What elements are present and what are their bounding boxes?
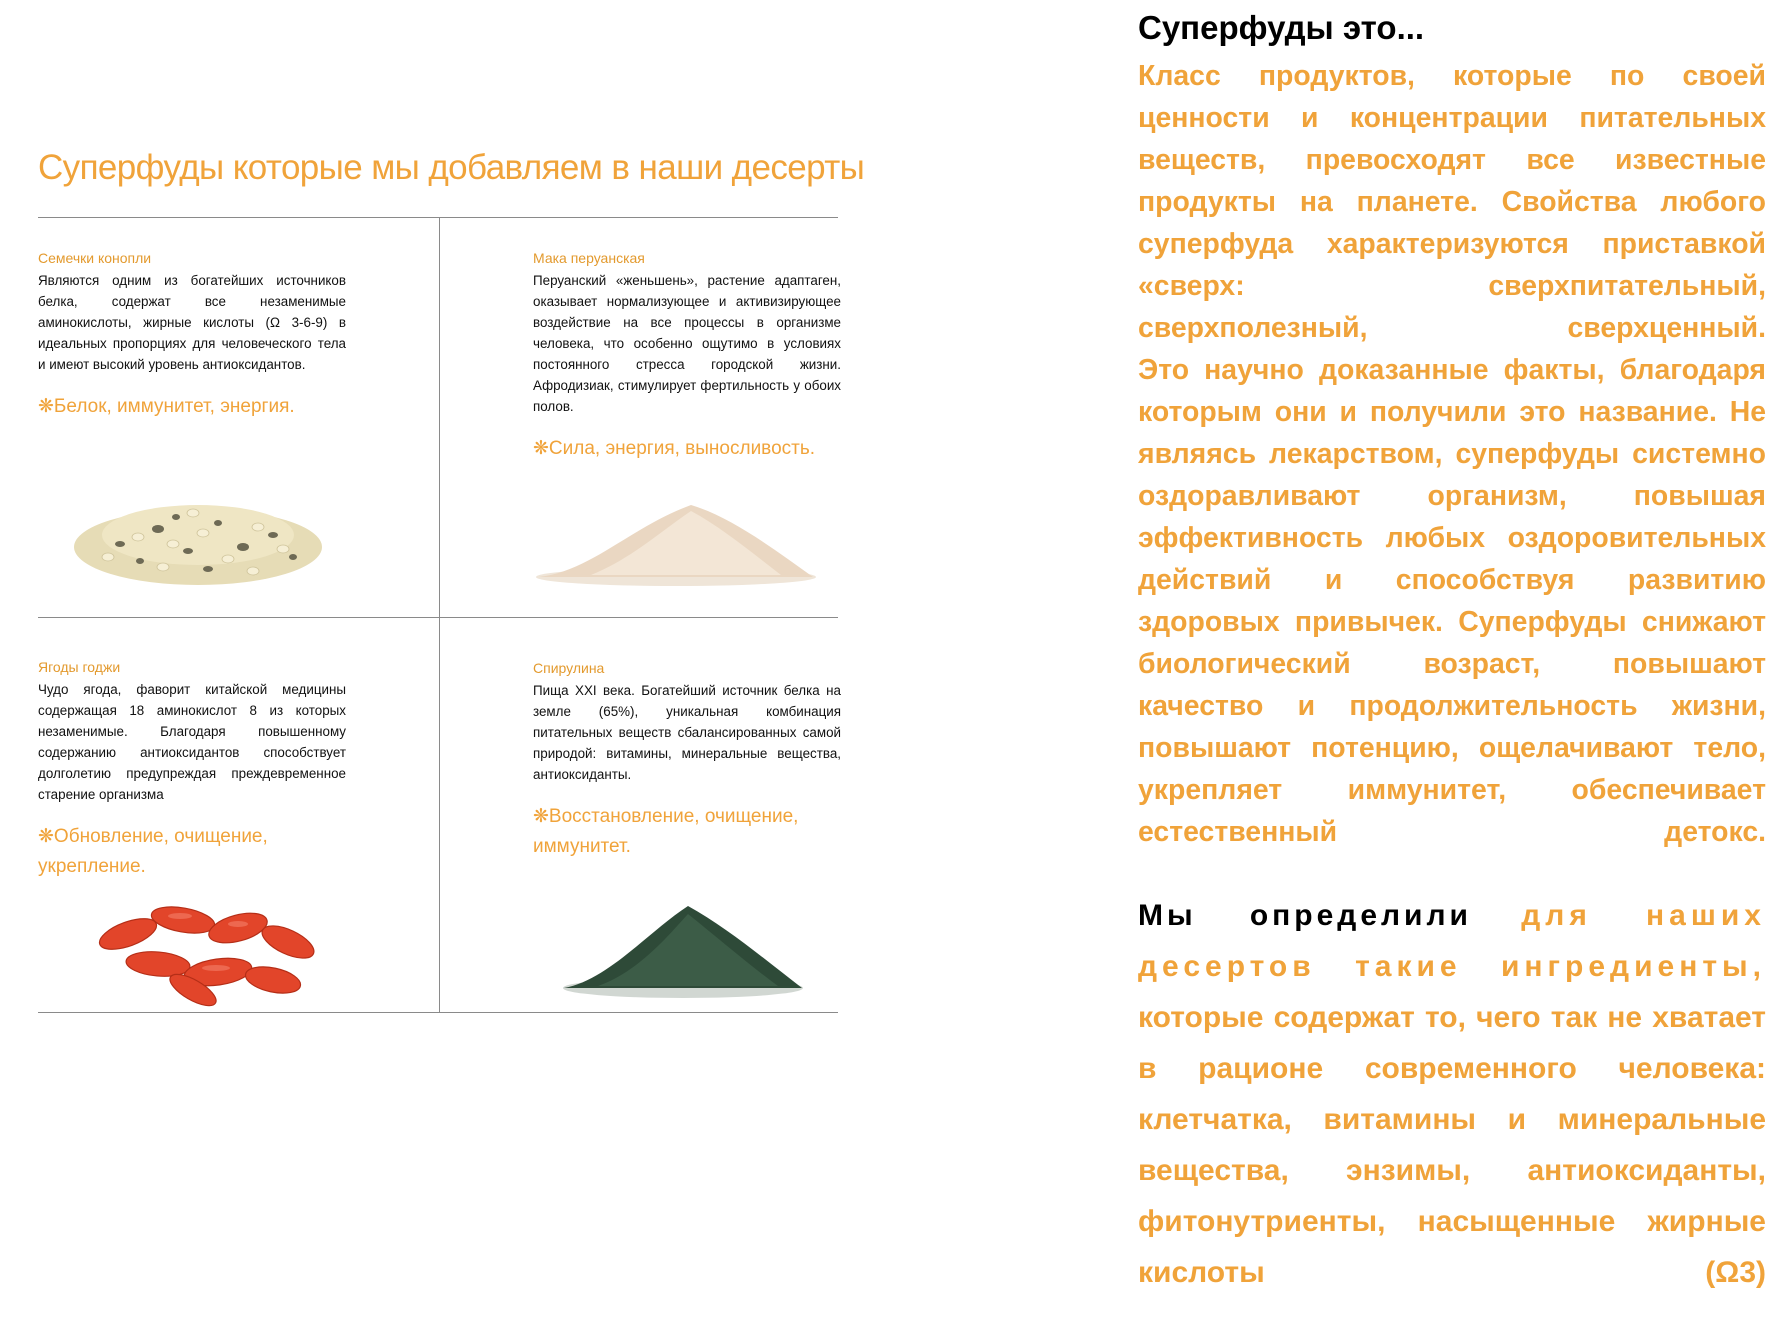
paragraph: Это научно доказанные факты, благодаря которым они и получили это название. Не являясь лекарством, суперфуды системно оздоравливают организм, повышая эффективность любых оздоровительных действий и способствуя развитию здоровых привычек. Суперфуды снижают биологический возраст, повышают качество и продолжительность жизни, повышают потенцию, ощелачивают тело, укрепляет иммунитет, обеспечивает естественный детокс. (1138, 354, 1766, 848)
divider (439, 217, 440, 1012)
superfood-description: Перуанский «женьшень», растение адаптаген, оказывает нормализующее и активизирующее воздействие на все процессы в организме человека, что особенно ощутимо в условиях постоянного стресса городской жизни. Афродизиак, стимулирует фертильность у обоих полов. (533, 273, 841, 414)
paragraph-text: которые содержат то, чего так не хватает в рационе современного человека: клетчатка, витамины и минеральные вещества, энзимы, антиоксиданты, фитонутриенты, насыщенные жирные кислоты (Ω3) (1138, 1001, 1766, 1289)
divider (38, 1012, 838, 1013)
superfood-name: Ягоды годжи (38, 659, 121, 675)
paragraph: Класс продуктов, которые по своей ценности и концентрации питательных веществ, превосходят все известные продукты на планете. Свойства любого суперфуда характеризуются приставкой «сверх: сверхпитательный, сверхполезный, сверхценный. (1138, 60, 1766, 344)
superfood-name: Спирулина (533, 660, 605, 676)
superfood-definition (1138, 55, 1766, 853)
superfood-benefits: ❋Восстановление, очищение, иммунитет. (533, 806, 799, 857)
superfood-benefits: ❋Белок, иммунитет, энергия. (38, 396, 295, 417)
superfood-name: Мака перуанская (533, 250, 645, 266)
divider (38, 217, 838, 218)
superfood-benefits: ❋Обновление, очищение, укрепление. (38, 826, 268, 877)
lead-text-accent: для наших десертов такие ингредиенты, (1138, 899, 1766, 983)
superfood-grid (38, 217, 841, 1012)
goji-berries-image (88, 892, 328, 1007)
ingredients-statement (1138, 890, 1766, 1298)
maca-powder-image (531, 497, 821, 587)
superfood-description: Чудо ягода, фаворит китайской медицины содержащая 18 аминокислот 8 из которых незаменимые. Благодаря повышенному содержанию антиоксидантов способствует долголетию предупреждая преждевременное старение организма (38, 682, 346, 802)
page-title: Суперфуды которые мы добавляем в наши десерты (38, 148, 865, 187)
superfood-description: Являются одним из богатейших источников белка, содержат все незаменимые аминокислоты, жирные кислоты (Ω 3-6-9) в идеальных пропорциях для человеческого тела и имеют высокий уровень антиоксидантов. (38, 273, 346, 372)
hemp-seeds-image (68, 489, 328, 589)
superfood-card-maca (533, 250, 841, 464)
section-title: Суперфуды это... (1138, 9, 1425, 46)
superfood-card-goji (38, 659, 346, 882)
paragraph (1138, 890, 1766, 1298)
divider (38, 617, 838, 618)
superfood-benefits: ❋Сила, энергия, выносливость. (533, 438, 816, 459)
superfood-description: Пища XXI века. Богатейший источник белка на земле (65%), уникальная комбинация питательных веществ сбалансированных самой природой: витамины, минеральные вещества, антиоксиданты. (533, 683, 841, 782)
superfood-card-hemp (38, 250, 346, 422)
superfood-name: Семечки конопли (38, 250, 152, 266)
spirulina-powder-image (558, 892, 808, 1002)
superfood-card-spirulina (533, 660, 841, 862)
lead-text: Мы определили (1138, 899, 1473, 932)
